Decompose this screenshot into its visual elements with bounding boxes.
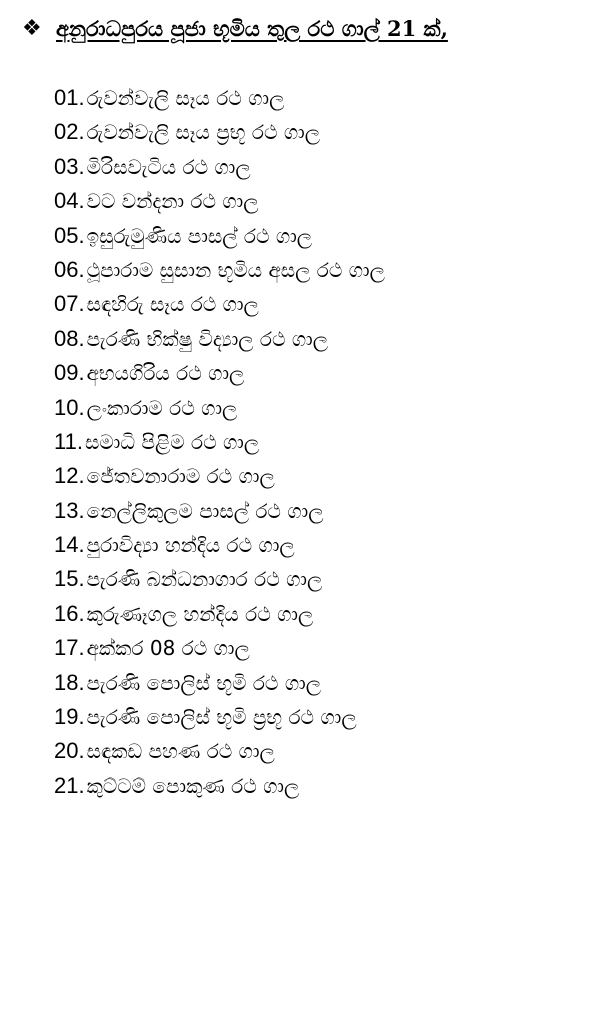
item-number-dot: . — [78, 600, 85, 626]
item-number: 01 — [54, 85, 79, 110]
item-number: 21 — [54, 772, 79, 798]
item-number-dot: . — [78, 291, 85, 317]
item-label: පැරණි භික්ෂු විද්‍යාල රථ ගාල — [86, 326, 329, 351]
list-item — [54, 425, 594, 459]
item-number-dot: . — [78, 532, 85, 558]
item-number-dot: . — [78, 153, 85, 179]
list-item — [54, 562, 594, 596]
item-label: වට වන්දනා රථ ගාල — [86, 189, 259, 214]
list-item — [54, 700, 594, 734]
list-item — [54, 219, 594, 253]
item-label: රුවන්වැලි සෑය රථ ගාල — [86, 86, 285, 110]
item-number: 19 — [54, 704, 79, 730]
item-number-dot: . — [78, 704, 85, 730]
item-number-dot: . — [78, 222, 85, 248]
item-label: ඉසුරුමුණිය පාසල් රථ ගාල — [86, 223, 313, 248]
item-number-dot: . — [78, 119, 85, 145]
list-item — [54, 459, 594, 493]
item-number-dot: . — [78, 738, 85, 764]
item-number-dot: . — [78, 669, 85, 695]
item-number: 14 — [54, 532, 79, 558]
item-number: 20 — [54, 738, 79, 764]
item-label: පැරණි පොලිස් භූමි රථ ගාල — [86, 670, 321, 695]
list-item — [54, 287, 594, 321]
item-number: 13 — [54, 497, 79, 523]
list-item — [54, 150, 594, 184]
item-label: සඳකඩ පහණ රථ ගාල — [86, 739, 275, 764]
item-number: 10 — [54, 394, 79, 420]
item-number: 06 — [54, 256, 79, 282]
list-item — [54, 356, 594, 390]
item-number-dot: . — [78, 394, 85, 420]
item-label: ලංකාරාම රථ ගාල — [86, 395, 238, 420]
item-label: පැරණි පොලිස් භූමි ප්‍රභූ රථ ගාල — [86, 705, 357, 730]
list-item — [54, 631, 594, 665]
item-number-dot: . — [78, 325, 85, 351]
item-number: 17 — [54, 635, 79, 661]
item-number: 16 — [54, 600, 79, 626]
item-label: අක්කර 08 රථ ගාල — [86, 636, 250, 661]
item-number: 07 — [54, 291, 79, 317]
list-item — [54, 769, 594, 803]
item-label: නෙල්ලිකුලම පාසල් රථ ගාල — [86, 498, 324, 523]
item-number-dot: . — [78, 85, 85, 110]
list-item — [54, 81, 594, 115]
diamond-bullet-icon: ❖ — [22, 16, 42, 41]
item-label: සඳහිරු සෑය රථ ගාල — [86, 292, 259, 317]
page-title: අනුරාධපුරය පූජා භූමිය තුල රථ ගාල් 21 ක්, — [56, 16, 448, 41]
item-label: පැරණි බන්ධනාගාර රථ ගාල — [86, 567, 323, 592]
item-number-dot: . — [78, 772, 85, 798]
list-item — [54, 597, 594, 631]
item-label: පුරාවිද්‍යා හන්දිය රථ ගාල — [86, 533, 295, 558]
item-number: 18 — [54, 669, 79, 695]
item-number: 11 — [54, 428, 77, 454]
item-number-dot: . — [76, 428, 83, 454]
item-number-dot: . — [78, 256, 85, 282]
item-label: කුට්ටම් පොකුණ රථ ගාල — [86, 773, 300, 798]
item-number-dot: . — [78, 463, 85, 489]
item-number: 04 — [54, 188, 79, 214]
list-item — [54, 184, 594, 218]
list-item — [54, 528, 594, 562]
list-item — [54, 666, 594, 700]
item-number: 12 — [54, 463, 79, 489]
item-number-dot: . — [78, 566, 85, 592]
item-number: 08 — [54, 325, 79, 351]
item-number-dot: . — [78, 497, 85, 523]
item-label: අභයගිරිය රථ ගාල — [86, 361, 245, 386]
list-item — [54, 253, 594, 287]
item-number: 03 — [54, 153, 79, 179]
item-number-dot: . — [78, 188, 85, 214]
item-label: කුරුණෑගල හන්දිය රථ ගාල — [86, 601, 314, 626]
list-item — [54, 391, 594, 425]
list-item — [54, 494, 594, 528]
list-item — [54, 734, 594, 768]
item-number: 05 — [54, 222, 79, 248]
item-number-dot: . — [78, 360, 85, 386]
item-number: 09 — [54, 360, 79, 386]
heading — [22, 14, 592, 44]
item-label: මිරිසවැටිය රථ ගාල — [86, 154, 251, 179]
list-item — [54, 115, 594, 149]
item-label: රුවන්වැලි සෑය ප්‍රභූ රථ ගාල — [86, 120, 320, 145]
item-label: ජේතවනාරාම රථ ගාල — [86, 464, 275, 489]
item-label: සමාධි පිළිම රථ ගාල — [84, 429, 260, 454]
item-number: 02 — [54, 119, 79, 145]
list-item — [54, 322, 594, 356]
item-label: ථූපාරාම සුසාන භූමිය අසල රථ ගාල — [86, 257, 385, 282]
car-park-list — [54, 81, 594, 803]
item-number: 15 — [54, 566, 79, 592]
item-number-dot: . — [78, 635, 85, 661]
